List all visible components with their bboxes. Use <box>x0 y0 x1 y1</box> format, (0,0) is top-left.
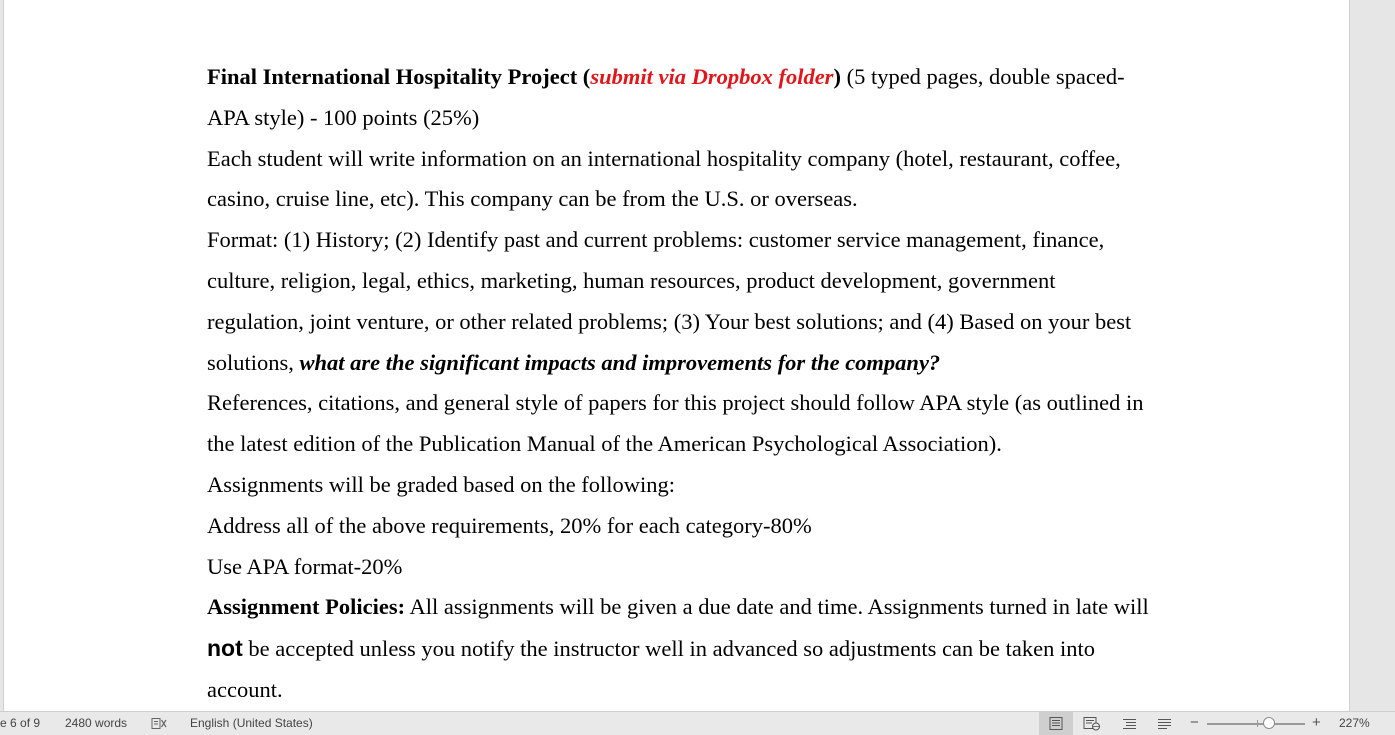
format-question: what are the significant impacts and improvements for the company? <box>299 349 941 375</box>
title-close-paren: ) <box>833 64 841 89</box>
policies-text-1: All assignments will be given a due date and time. Assignments turned in late will <box>405 594 1149 620</box>
document-body[interactable] <box>207 57 1152 711</box>
paragraph-title <box>207 57 1152 139</box>
document-page[interactable] <box>3 0 1350 711</box>
zoom-slider-thumb[interactable] <box>1263 717 1275 729</box>
paragraph-description: Each student will write information on an international hospitality company (hotel, restaurant, coffee, casino, cruise line, etc). This company can be from the U.S. or overseas. <box>207 145 1121 212</box>
paragraph-policies <box>207 587 1152 710</box>
title-rest: (5 typed pages, double spaced-APA style) - 100 points (25%) <box>207 64 1125 130</box>
proofing-icon[interactable] <box>151 717 167 730</box>
format-text: Format: (1) History; (2) Identify past and current problems: customer service management, finance, culture, religion, legal, ethics, marketing, human resources, product development, government regulation, joint venture, or other related problems; (3) Your best solutions; and (4) Based on your best solutions, <box>207 227 1132 375</box>
draft-icon <box>1157 718 1172 730</box>
outline-icon <box>1122 718 1137 730</box>
zoom-in-button[interactable]: + <box>1312 714 1321 731</box>
policies-label: Assignment Policies: <box>207 594 406 620</box>
paragraph-grading-requirements: Address all of the above requirements, 20% for each category-80% <box>207 512 812 538</box>
page-count[interactable]: e 6 of 9 <box>0 716 41 730</box>
policies-text-2: be accepted unless you notify the instructor well in advanced so adjustments can be taken into account. <box>207 636 1096 702</box>
zoom-slider-midpoint <box>1257 720 1258 727</box>
web-layout-view-button[interactable] <box>1075 712 1109 735</box>
zoom-percentage[interactable]: 227% <box>1339 716 1370 730</box>
title-bold: Final International Hospitality Project ( <box>207 64 591 89</box>
paragraph-grading-apa: Use APA format-20% <box>207 553 403 579</box>
print-layout-view-button[interactable] <box>1039 712 1073 735</box>
zoom-out-button[interactable]: − <box>1190 714 1199 731</box>
zoom-slider-track[interactable] <box>1207 723 1305 725</box>
status-bar <box>0 711 1395 735</box>
outline-view-button[interactable] <box>1112 712 1146 735</box>
submit-via-dropbox-text: submit via Dropbox folder <box>590 64 834 89</box>
print-layout-icon <box>1049 717 1063 730</box>
web-layout-icon <box>1083 717 1101 731</box>
paragraph-grading-intro: Assignments will be graded based on the following: <box>207 471 676 497</box>
policies-not-word: not <box>207 635 243 662</box>
paragraph-references: References, citations, and general style of papers for this project should follow APA style (as outlined in the latest edition of the Publication Manual of the American Psychological Association). <box>207 390 1144 457</box>
paragraph-format <box>207 220 1152 383</box>
language-indicator[interactable]: English (United States) <box>190 716 313 730</box>
word-count[interactable]: 2480 words <box>65 716 128 730</box>
draft-view-button[interactable] <box>1147 712 1181 735</box>
